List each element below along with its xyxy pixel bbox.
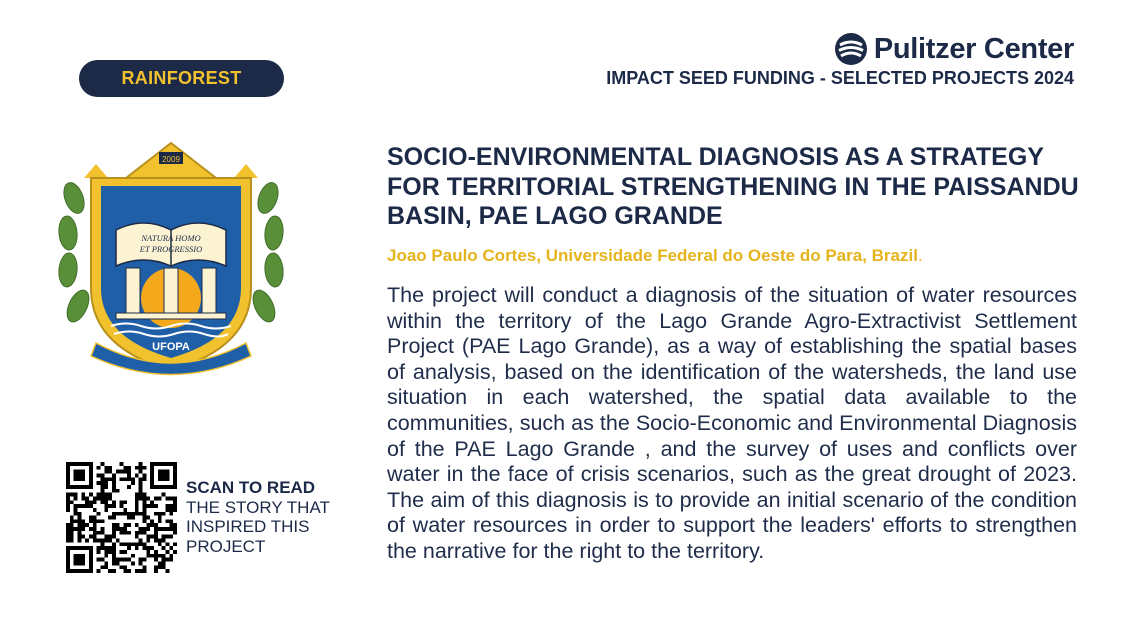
category-tag-label: RAINFOREST: [121, 68, 242, 88]
project-author: [387, 246, 1087, 266]
crest-acronym: UFOPA: [152, 341, 190, 353]
project-title: SOCIO-ENVIRONMENTAL DIAGNOSIS AS A STRATEGY FOR TERRITORIAL STRENGTHENING IN THE PAISSANDU BASIN, PAE LAGO GRANDE: [387, 143, 1079, 230]
scan-prompt-bold: SCAN TO READ: [186, 478, 316, 497]
svg-text:ET PROGRESSIO: ET PROGRESSIO: [139, 244, 203, 254]
project-description: The project will conduct a diagnosis of the situation of water resources within the territory of the Lago Grande Agro-Extractivist Settlement Project (PAE Lago Grande), as a way of establishing the spatial bases of analysis, based on the identification of the watersheds, the land use situation in each watershed, the spatial data available to the communities, such as the Socio-Economic and Environmental Diagnosis of the PAE Lago Grande , and the survey of uses and conflicts over water in the face of crisis scenarios, such as the great drought of 2023. The aim of this diagnosis is to provide an initial scenario of the condition of water resources in order to support the leaders' efforts to strengthen the narrative for the right to the territory.: [387, 283, 1077, 563]
ufopa-crest-icon: [56, 138, 286, 378]
author-period: .: [917, 246, 923, 265]
qr-code-icon[interactable]: [66, 462, 177, 573]
scan-prompt-rest: THE STORY THAT INSPIRED THIS PROJECT: [186, 497, 330, 556]
author-text: Joao Paulo Cortes, Universidade Federal do Oeste do Para, Brazil: [387, 246, 918, 265]
crest-year: 2009: [162, 155, 180, 164]
brand-name: Pulitzer Center: [873, 32, 1074, 65]
program-subheading: IMPACT SEED FUNDING - SELECTED PROJECTS 2024: [606, 68, 1074, 88]
scan-prompt: [186, 478, 336, 556]
pulitzer-logo-icon: [834, 32, 868, 66]
svg-text:NATURA HOMO: NATURA HOMO: [141, 233, 201, 243]
pulitzer-brand[interactable]: [834, 30, 1074, 68]
category-tag: [79, 60, 284, 97]
